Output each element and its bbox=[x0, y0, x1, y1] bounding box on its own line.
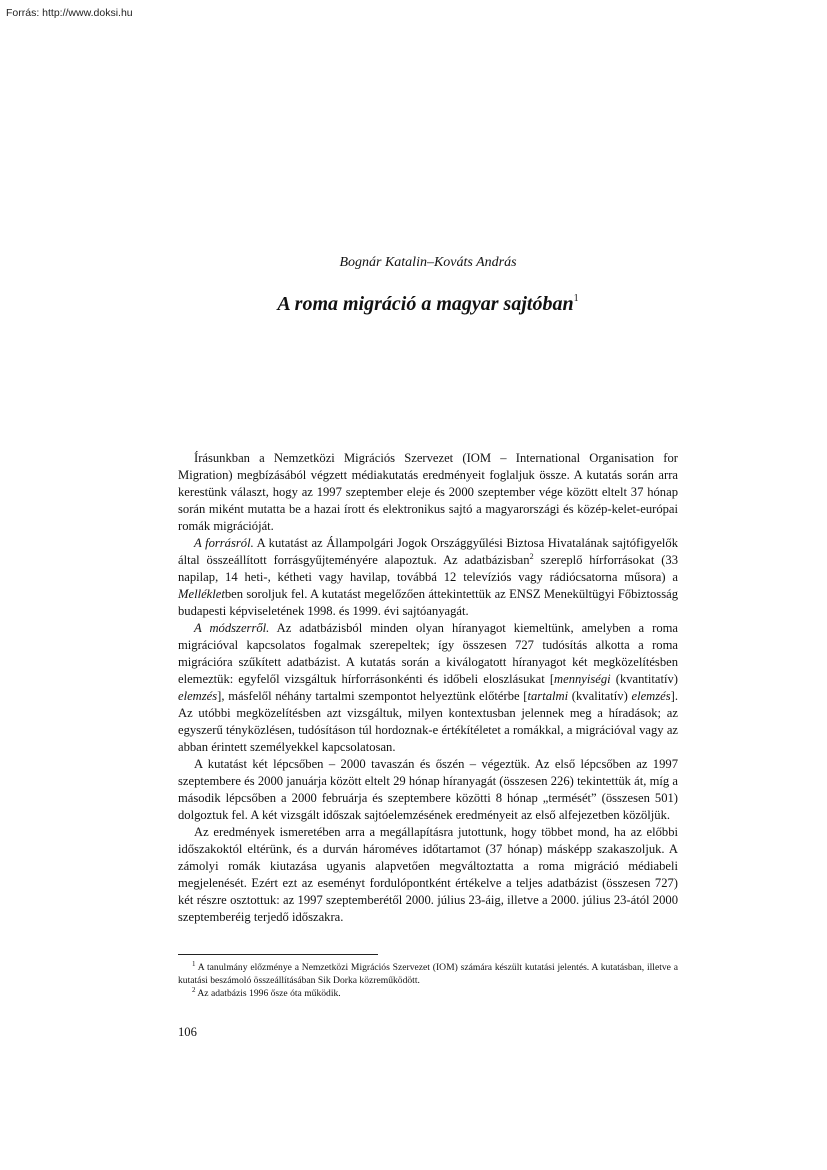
article-body bbox=[178, 450, 678, 926]
footnote-2: $^2$ Az adatbázis 1996 ősze óta működik. bbox=[192, 986, 341, 999]
paragraph-results: Az eredmények ismeretében arra a megállapításra jutottunk, hogy többet mond, ha az előbbi időszakoktól eltérünk, és a durván hároméves időtartamot (37 hónap) másképp szakaszoljuk. A zámolyi romák kiutazása ugyanis alapvetően megváltoztatta a roma migráció médiabeli megjelenését. Ezért ezt az eseményt fordulópontként értékelve a teljes adatbázist (összesen 727) két részre osztottuk: az 1997 szeptemberétől 2000. július 23-áig, illetve a 2000. július 23-ától 2000 szeptemberéig terjedő időszakra. bbox=[178, 825, 678, 924]
authors: Bognár Katalin–Kováts András bbox=[339, 255, 517, 270]
article-title bbox=[178, 293, 678, 316]
section-lead-sources: A forrásról. bbox=[194, 536, 254, 550]
title-text: A roma migráció a magyar sajtóban bbox=[277, 293, 574, 315]
footnotes bbox=[178, 961, 678, 1000]
footnote-divider bbox=[178, 954, 378, 955]
title-footnote-mark: 1 bbox=[573, 293, 579, 304]
paragraph-stages: A kutatást két lépcsőben – 2000 tavaszán és őszén – végeztük. Az első lépcsőben az 1997 szeptembere és 2000 januárja között eltelt 29 hónap híranyagát (összesen 226) tekintettük át, míg a második lépcsőben a 2000 februárja és szeptembere közötti 8 hónap „termését” (összesen 501) dolgoztuk fel. A két vizsgált időszak sajtóelemzésének eredményeit az első alfejezetben közöljük. bbox=[178, 757, 678, 822]
page-number: 106 bbox=[178, 1025, 197, 1039]
source-url: Forrás: http://www.doksi.hu bbox=[6, 7, 133, 19]
section-lead-method: A módszerről. bbox=[194, 621, 270, 635]
footnote-ref-2: 2 bbox=[529, 552, 534, 561]
paragraph-method: A módszerről. Az adatbázisból minden olyan híranyagot kiemeltünk, amelyben a roma migrációval kapcsolatos fogalmak szerepeltek; így összesen 727 tudósítás alkotta a roma migrációra szűkített adatbázist. A kutatás során a kiválogatott híranyagot két megközelítésben elemeztük: egyfelől vizsgáltuk hírforrásonkénti és időbeli eloszlásukat [mennyiségi (kvantitatív) elemzés], másfelől néhány tartalmi szempontot helyeztünk előtérbe [tartalmi (kvalitatív) elemzés]. Az utóbbi megközelítésben azt vizsgáltuk, milyen kontextusban jelennek meg a híradások; az egyszerű tényközlésen, tudósításon túl hordoznak-e értékítéletet a romákkal, a migrációval vagy az abban érintett személyekkel kapcsolatosan. bbox=[178, 621, 678, 754]
footnote-1: $^1$ A tanulmány előzménye a Nemzetközi Migrációs Szervezet (IOM) számára készült kutatási jelentés. A kutatásban, illetve a kutatási beszámoló összeállításában Sik Dorka közreműködött. bbox=[178, 960, 679, 986]
paragraph-sources: A forrásról. A kutatást az Állampolgári Jogok Országgyűlési Biztosa Hivatalának sajtófigyelők által összeállított forrásgyűjteményére alapoztuk. Az adatbázisban$^2$ szereplő hírforrásokat (33 napilap, 14 heti-, kétheti vagy havilap, továbbá 12 televíziós vagy rádiócsatorna műsora) a Mellékletben soroljuk fel. A kutatást megelőzően áttekintettük az ENSZ Menekültügyi Főbiztosság budapesti képviseletének 1998. és 1999. évi sajtóanyagát. bbox=[178, 536, 679, 618]
paragraph-intro: Írásunkban a Nemzetközi Migrációs Szervezet (IOM – International Organisation for Migration) megbízásából végzett médiakutatás eredményeit foglaljuk össze. A kutatás során arra kerestünk választ, hogy az 1997 szeptember eleje és 2000 szeptember vége között eltelt 37 hónap során miként mutatta be a hazai írott és elektronikus sajtó a magyarországi és közép-kelet-európai romák migrációját. bbox=[178, 451, 678, 533]
